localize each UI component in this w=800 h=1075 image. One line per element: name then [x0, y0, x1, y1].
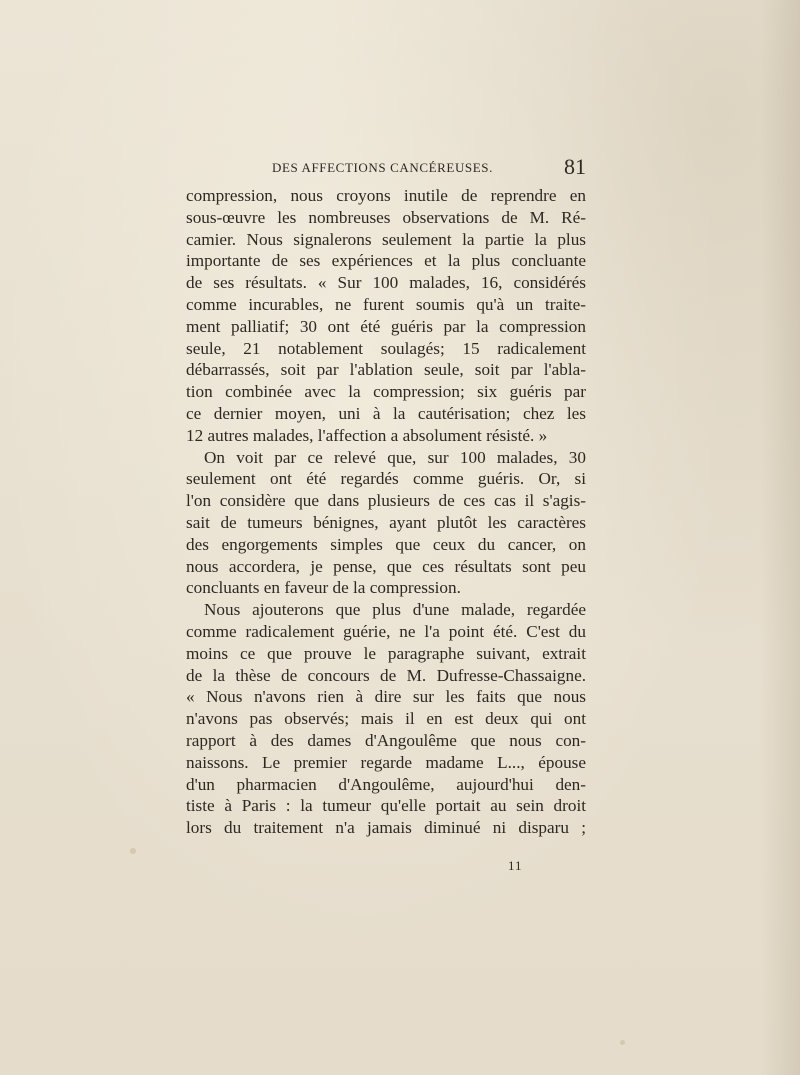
text-line: « Nous n'avons rien à dire sur les faits que nous [186, 687, 586, 707]
text-line: seulement ont été regardés comme guéris. Or, si [186, 469, 586, 489]
text-line: sous-œuvre les nombreuses observations de M. Ré- [186, 207, 586, 227]
text-line: lors du traitement n'a jamais diminué ni disparu ; [186, 818, 586, 838]
page-number: 81 [564, 154, 586, 179]
text-line: importante de ses expériences et la plus concluante [186, 251, 586, 271]
text-line: l'on considère que dans plusieurs de ces cas il s'agis- [186, 491, 586, 511]
text-line: rapport à des dames d'Angoulême que nous con- [186, 730, 586, 750]
text-line: des engorgements simples que ceux du cancer, on [186, 534, 586, 554]
text-line: tion combinée avec la compression; six guéris par [186, 382, 586, 402]
text-line: de ses résultats. « Sur 100 malades, 16, considérés [186, 273, 586, 293]
paper-stain [130, 848, 136, 854]
signature-mark: 11 [508, 858, 523, 873]
running-title: DES AFFECTIONS CANCÉREUSES. [272, 160, 493, 175]
text-line: sait de tumeurs bénignes, ayant plutôt les caractères [186, 512, 586, 532]
text-line: camier. Nous signalerons seulement la partie la plus [186, 229, 586, 249]
text-line: comme radicalement guérie, ne l'a point été. C'est du [186, 621, 586, 641]
paper-stain [620, 1040, 625, 1045]
text-line: nous accordera, je pense, que ces résultats sont peu [186, 556, 586, 576]
text-line: On voit par ce relevé que, sur 100 malades, 30 [204, 447, 586, 467]
text-line: comme incurables, ne furent soumis qu'à un traite- [186, 294, 586, 314]
text-line: compression, nous croyons inutile de reprendre en [186, 186, 586, 205]
text-line: naissons. Le premier regarde madame L..., épouse [186, 752, 586, 772]
text-line: débarrassés, soit par l'ablation seule, soit par l'abla- [186, 360, 586, 380]
text-line: seule, 21 notablement soulagés; 15 radicalement [186, 338, 586, 358]
text-line: ce dernier moyen, uni à la cautérisation; chez les [186, 403, 586, 423]
text-line: concluants en faveur de la compression. [186, 578, 461, 598]
text-line: d'un pharmacien d'Angoulême, aujourd'hui den- [186, 774, 586, 794]
text-line: n'avons pas observés; mais il en est deux qui ont [186, 709, 586, 729]
text-line: 12 autres malades, l'affection a absolument résisté. » [186, 425, 548, 445]
text-line: Nous ajouterons que plus d'une malade, regardée [204, 600, 586, 620]
body-text [186, 185, 586, 839]
text-line: de la thèse de concours de M. Dufresse-Chassaigne. [186, 665, 586, 685]
text-line: moins ce que prouve le paragraphe suivant, extrait [186, 643, 586, 663]
page-header [186, 156, 586, 182]
text-line: ment palliatif; 30 ont été guéris par la compression [186, 316, 586, 336]
text-line: tiste à Paris : la tumeur qu'elle portait au sein droit [186, 796, 586, 816]
